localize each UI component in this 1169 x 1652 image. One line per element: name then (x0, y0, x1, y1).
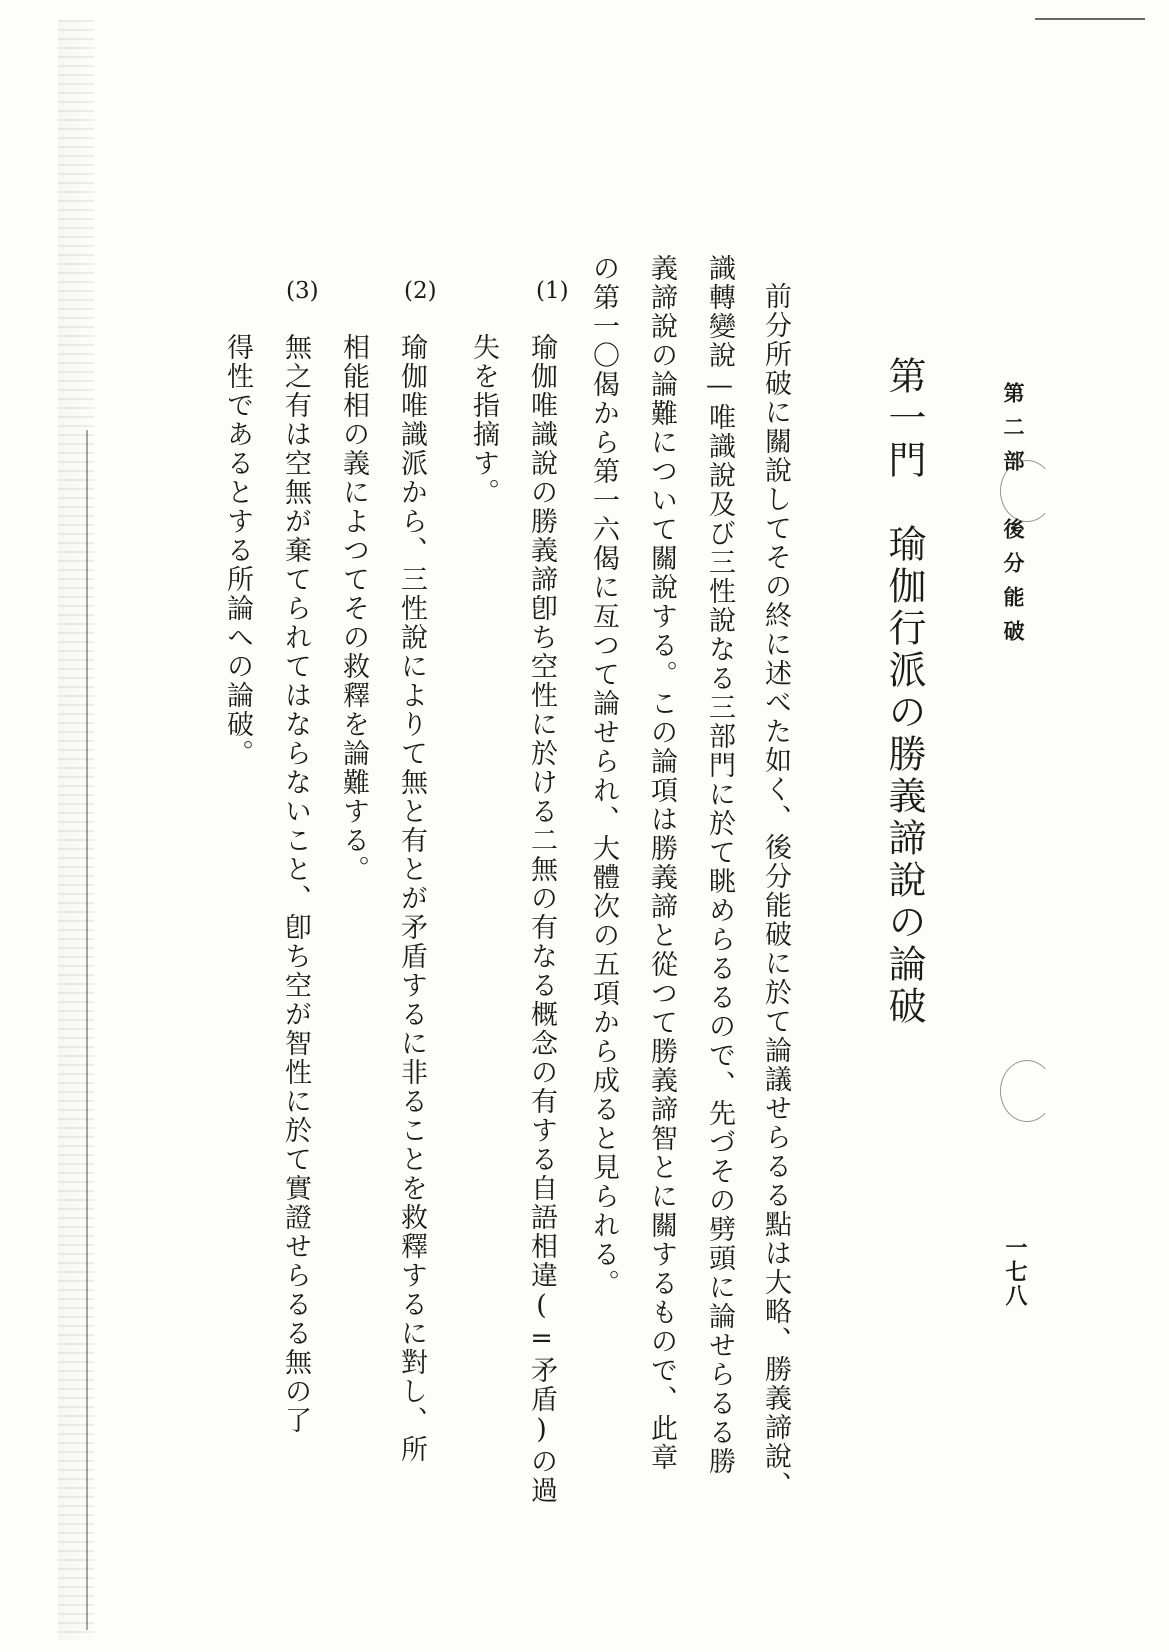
item-number: (2) (404, 278, 437, 304)
paragraph-line: の第一〇偈から第一六偈に亙つて論せられ、大體次の五項から成ると見られる。 (588, 254, 619, 1298)
binding-shadow (58, 20, 94, 1640)
binding-edge-line (86, 430, 88, 1630)
page-number: 一七八 (1002, 1236, 1028, 1308)
item-line: 得性であるとする所論への論破。 (222, 333, 253, 768)
item-number: (1) (536, 278, 569, 304)
item-line: 相能相の義によつてその救釋を論難する。 (338, 333, 369, 884)
paragraph-line: 識轉變說—唯識說及び三性說なる三部門に於て眺めらるるので、先づその劈頭に論せらるる勝 (704, 254, 735, 1476)
paragraph-line: 前分所破に關說してその終に述べた如く、後分能破に於て論議せらるる點は大略、勝義諦說、 (760, 282, 791, 1500)
item-line: 瑜伽唯識派から、三性說によりて無と有とが矛盾するに非ることを救釋するに對し、所 (396, 333, 427, 1464)
item-line: 無之有は空無が棄てられてはならないこと、卽ち空が智性に於て實證せらるる無の了 (280, 333, 311, 1435)
running-head: 第二部 後分能破 (1001, 382, 1026, 654)
margin-mark (1000, 1060, 1054, 1122)
top-rule (1035, 18, 1145, 20)
margin-mark (1000, 460, 1054, 522)
paragraph-line: 義諦說の論難について關說する。この論項は勝義諦と從つて勝義諦智とに關するもので、此章 (646, 254, 677, 1472)
item-line: 失を指摘す。 (468, 333, 499, 507)
chapter-title: 第一門 瑜伽行派の勝義諦說の論破 (882, 356, 926, 1028)
item-line: 瑜伽唯識說の勝義諦卽ち空性に於ける二無の有なる概念の有する自語相違(=矛盾)の過 (526, 333, 557, 1505)
item-number: (3) (286, 278, 319, 304)
